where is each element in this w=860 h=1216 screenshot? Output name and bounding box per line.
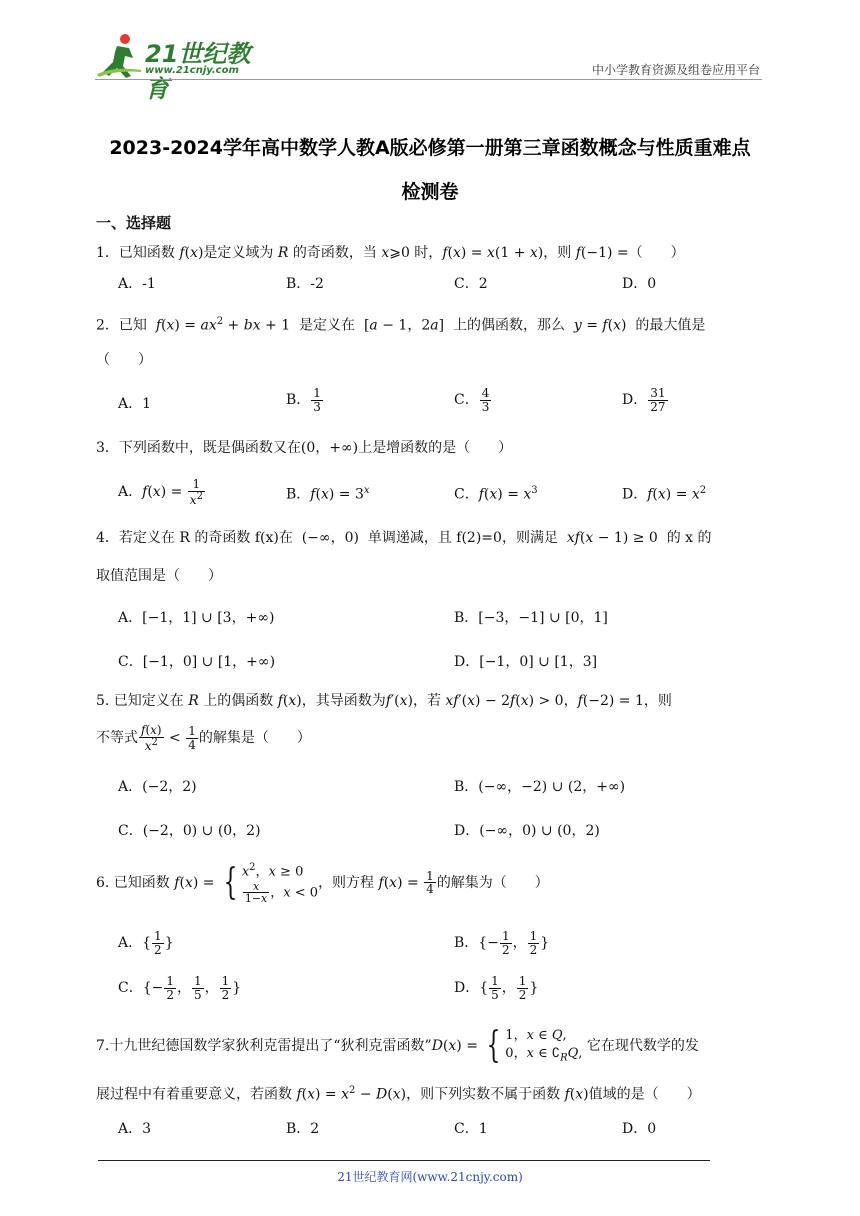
q7-option-d: D．0 — [622, 1121, 657, 1137]
q3-option-b: B．$f(x) = 3^x$ — [286, 485, 370, 503]
q4-option-b: B．[−3，−1] ∪ [0，1] — [454, 610, 608, 626]
question-2: 2．已知 $f(x) = ax^2$ + bx + 1 是定义在 [a − 1，2a] 上的偶函数，那么 y = f(x) 的最大值是 — [96, 316, 706, 334]
q2-option-c: C． $\frac{4}{3}$ — [454, 386, 490, 414]
question-2-cont: （ ） — [96, 352, 152, 368]
q1-option-b: B．-2 — [286, 276, 324, 292]
question-4: 4．若定义在 R 的奇函数 f(x)在 (−∞，0) 单调递减，且 f(2)=0，则满足 xf(x − 1) ≥ 0 的 x 的 — [96, 530, 712, 546]
question-7: 7.十九世纪德国数学家狄利克雷提出了“狄利克雷函数”D(x) = { 1，x ∈ Q, 0，x ∈ $∁_RQ$, 它在现代数学的发 — [96, 1024, 699, 1066]
header-divider — [95, 79, 762, 80]
q6-option-d: D．{ $\frac{1}{5}$ ， $\frac{1}{2}$ } — [454, 974, 539, 1002]
question-3: 3．下列函数中，既是偶函数又在(0，+∞)上是增函数的是（ ） — [96, 440, 513, 456]
footer-link[interactable]: 21世纪教育网(www.21cnjy.com) — [337, 1170, 523, 1184]
logo-url: www.21cnjy.com — [145, 65, 239, 76]
question-5: 5. 已知定义在 R 上的偶函数 f(x)，其导函数为f′(x)，若 xf′(x) − 2f(x) > 0，f(−2) = 1，则 — [96, 693, 672, 709]
section-heading: 一、选择题 — [96, 214, 172, 232]
page-title: 2023-2024学年高中数学人教A版必修第一册第三章函数概念与性质重难点 — [109, 137, 751, 159]
q1-option-c: C．2 — [454, 276, 488, 292]
header-platform-text: 中小学教育资源及组卷应用平台 — [591, 63, 760, 77]
q7-option-a: A．3 — [118, 1121, 152, 1137]
q4-option-d: D．[−1，0] ∪ [1，3] — [454, 654, 598, 670]
q2-option-b: B． $\frac{1}{3}$ — [286, 386, 321, 414]
q7-option-c: C．1 — [454, 1121, 488, 1137]
q3-option-c: C．$f(x) = x^3$ — [454, 485, 538, 503]
q4-option-c: C．[−1，0] ∪ [1，+∞) — [118, 654, 276, 670]
q4-option-a: A．[−1，1] ∪ [3，+∞) — [118, 610, 275, 626]
q2-option-a: A．1 — [118, 396, 152, 412]
question-6: 6. 已知函数 f(x) = { $x^2$，x ≥ 0 $\frac{x}{1-x}$ ，x < 0 ，则方程 f(x) = $\frac{1}{4}$ 的解集为（ ） — [96, 861, 549, 906]
logo-name: 21世纪教育 — [145, 40, 251, 103]
q5-option-a: A．(−2，2) — [118, 779, 197, 795]
q6-option-c: C．{− $\frac{1}{2}$ ， $\frac{1}{5}$ ， $\frac{1}{2}$ } — [118, 974, 242, 1002]
q1-option-d: D．0 — [622, 276, 657, 292]
q6-option-b: B．{− $\frac{1}{2}$ ， $\frac{1}{2}$ } — [454, 929, 550, 957]
q3-option-d: D．$f(x) = x^2$ — [622, 485, 707, 503]
q7-option-b: B．2 — [286, 1121, 320, 1137]
q5-option-b: B．(−∞，−2) ∪ (2，+∞) — [454, 779, 626, 795]
q2-option-d: D． $\frac{31}{27}$ — [622, 386, 666, 414]
q5-option-d: D．(−∞，0) ∪ (0，2) — [454, 823, 600, 839]
q6-option-a: A．{ $\frac{1}{2}$ } — [118, 929, 174, 957]
logo — [95, 30, 265, 103]
q3-option-a: A．f(x) = $\frac{1}{x^2}$ — [118, 477, 203, 507]
question-1: 1．已知函数 f(x)是定义域为 R 的奇函数，当 x⩾0 时，f(x) = x(1 + x)，则 f(−1) =（ ） — [96, 245, 685, 261]
footer-divider — [98, 1160, 710, 1161]
runner-logo-icon — [95, 30, 143, 82]
question-4-cont: 取值范围是（ ） — [96, 568, 222, 584]
question-5-cont: 不等式 $\frac{f(x)}{x^2}$ < $\frac{1}{4}$ 的解集是（ ） — [96, 723, 311, 753]
q1-option-a: A．-1 — [118, 276, 156, 292]
question-7-cont: 展过程中有着重要意义，若函数 $f(x) = x^2 - D(x)$，则下列实数不属于函数 f(x)值域的是（ ） — [96, 1085, 701, 1103]
page-title-line2: 检测卷 — [401, 181, 459, 203]
q5-option-c: C．(−2，0) ∪ (0，2) — [118, 823, 261, 839]
